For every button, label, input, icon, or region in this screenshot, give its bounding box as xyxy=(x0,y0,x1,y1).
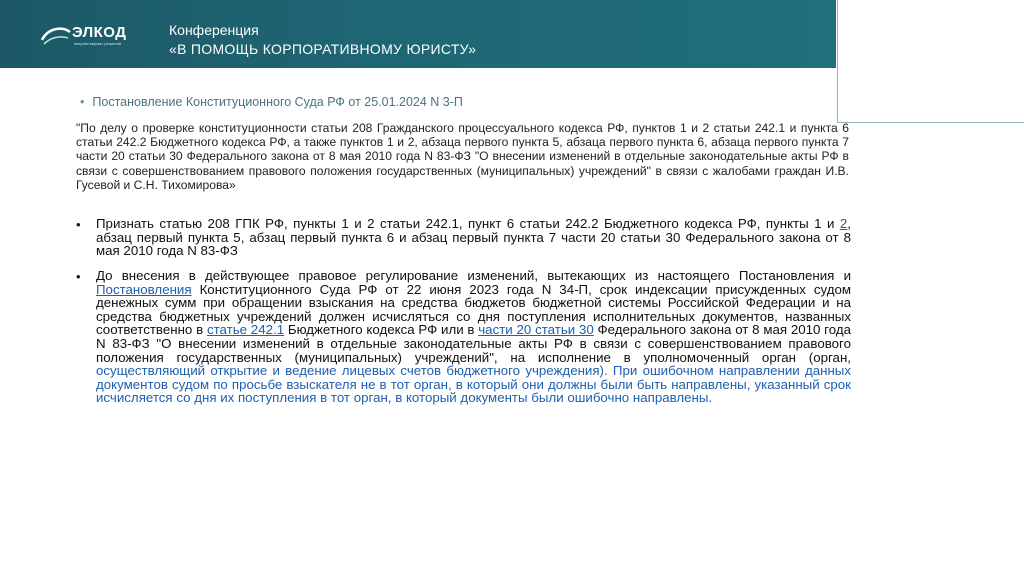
logo-text: ЭЛКОД xyxy=(72,24,127,41)
bullet-marker: • xyxy=(76,269,81,284)
logo-tagline: энергия верных решений xyxy=(74,41,121,46)
highlighted-text: осуществляющий открытие и ведение лицевых счетов бюджетного учреждения). При ошибочном направлении данных документов судом по просьбе взыскателя не в тот орган, в который они должны были быть направлены, указанный срок исчисляется со дня их поступления в тот орган, в который документы были ошибочно направлены. xyxy=(96,363,851,406)
link-part-20-article-30[interactable]: части 20 статьи 30 xyxy=(478,322,594,338)
link-postanovleniya[interactable]: Постановления xyxy=(96,281,192,297)
paragraph-text: Конституционного Суда РФ от 22 июня 2023 года N 34-П, срок индексации присужденных судом денежных сумм при обращении взыскания на средства бюджетов бюджетной системы Российской Федерации и на средства бюджетных учреждений должен исчисляться со дня поступления исполнительных документов, названных соответственно в xyxy=(96,281,851,338)
slide-subtitle xyxy=(80,95,463,109)
elkod-logo xyxy=(38,22,148,52)
case-description-paragraph: "По делу о проверке конституционности статьи 208 Гражданского процессуального кодекса РФ, пунктов 1 и 2 статьи 242.1 и пункта 6 статьи 242.2 Бюджетного кодекса РФ, а также пунктов 1 и 2, абзаца первого пункта 5, абзаца первого пункта 6, абзаца первого пункта 7 части 20 статьи 30 Федерального закона от 8 мая 2010 года N 83-ФЗ "О внесении изменений в отдельные законодательные акты РФ в связи с совершенствованием правового положения государственных (муниципальных) учреждений" в связи с жалобами граждан И.В. Гусевой и С.Н. Тихомирова» xyxy=(76,121,849,192)
conference-title: «В ПОМОЩЬ КОРПОРАТИВНОМУ ЮРИСТУ» xyxy=(169,41,477,57)
ruling-paragraph xyxy=(96,217,851,258)
paragraph-text: Бюджетного кодекса РФ или в xyxy=(284,322,479,338)
corner-frame xyxy=(837,0,1024,123)
link-article-242-1[interactable]: статье 242.1 xyxy=(206,322,285,338)
conference-label: Конференция xyxy=(169,22,259,38)
subtitle-text: Постановление Конституционного Суда РФ от 25.01.2024 N 3-П xyxy=(92,95,463,109)
bullet-marker: • xyxy=(80,95,85,109)
paragraph-text: До внесения в действующее правовое регулирование изменений, вытекающих из настоящего Постановления и xyxy=(96,268,851,283)
header-banner xyxy=(0,0,836,68)
paragraph-text: Федерального закона от 8 мая 2010 года N 83-ФЗ "О внесении изменений в отдельные законодательные акты РФ в связи с совершенствованием правового положения государственных (муниципальных) учреждений", на исполнение в уполномоченный орган (орган, xyxy=(96,322,851,365)
indexation-paragraph xyxy=(96,269,851,405)
bullet-marker: • xyxy=(76,217,81,232)
ruling-text: Признать статью 208 ГПК РФ, пункты 1 и 2 статьи 242.1, пункт 6 статьи 242.2 Бюджетного кодекса РФ, пункты 1 и xyxy=(96,216,840,231)
logo-swoosh-icon xyxy=(38,24,74,48)
ruling-text: , абзац первый пункта 5, абзац первый пункта 6 и абзац первый пункта 7 части 20 статьи 30 Федерального закона от 8 мая 2010 года N 83-ФЗ xyxy=(96,216,851,259)
link-item-2[interactable]: 2 xyxy=(839,216,848,231)
